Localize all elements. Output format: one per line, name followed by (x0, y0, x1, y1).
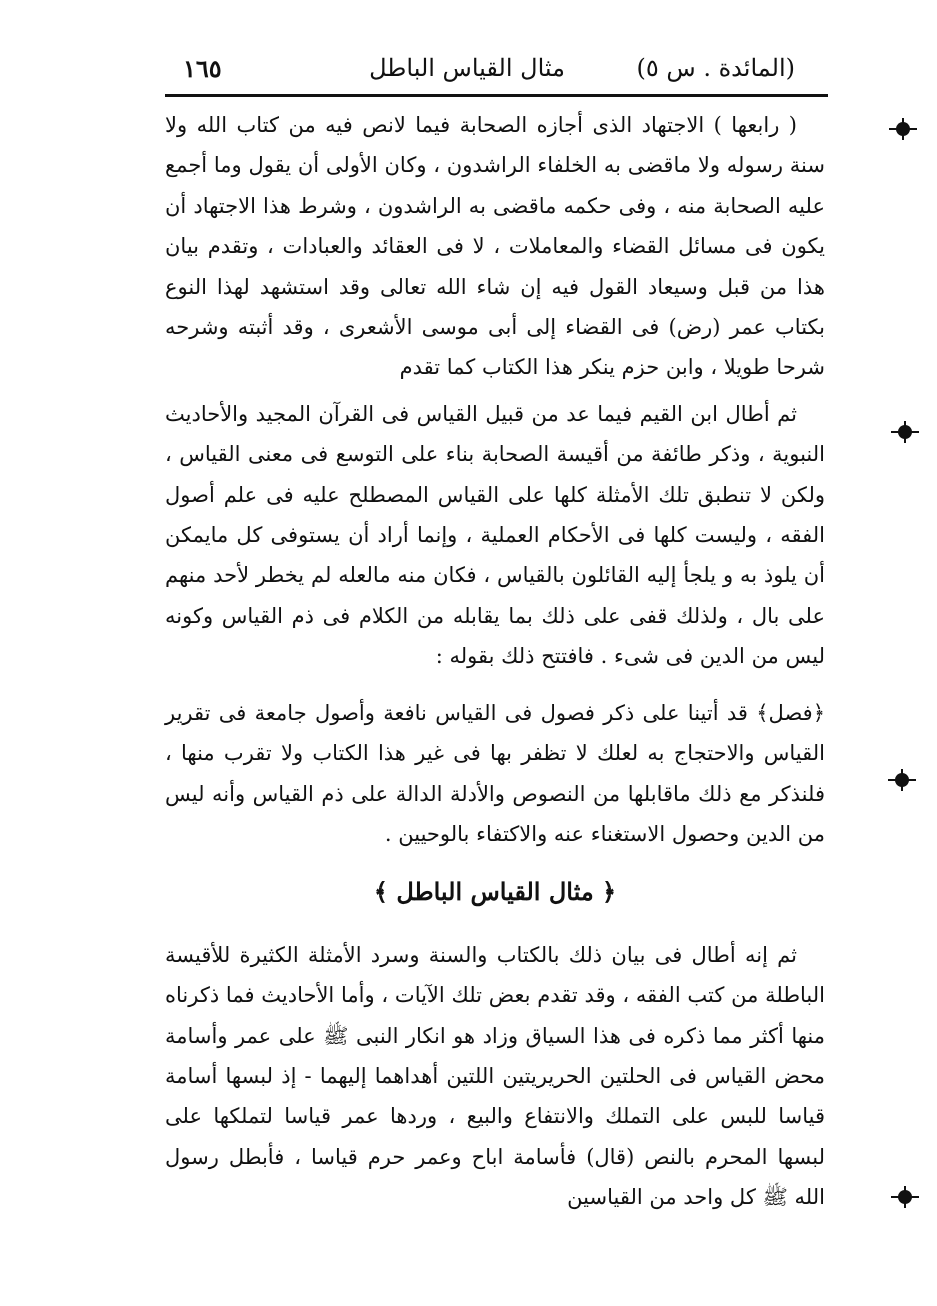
paragraph-invalid-analogy: ثم إنه أطال فى بيان ذلك بالكتاب والسنة وسرد الأمثلة الكثيرة للأقيسة الباطلة من كتب الفقه ، وقد تقدم بعض تلك الآيات ، وأما الأحاديث فما ذكرناه منها أكثر مما ذكره فى هذا السياق وزاد هو انكار النبى ﷺ على عمر وأسامة محض القياس فى الحلتين الحريريتين اللتين أهداهما إليهما - إذ لبسها أسامة قياسا للبس على التملك والانتفاع والبيع ، وردها عمر قياسا لتملكها على لبسها المحرم بالنص (قال) فأسامة اباح وعمر حرم قياسا ، فأبطل رسول الله ﷺ كل واحد من القياسين (165, 942, 825, 1210)
sura-reference: (المائدة . س ٥) (636, 54, 795, 82)
paragraph-fasl-quote: ﴿فصل﴾ قد أتينا على ذكر فصول فى القياس نافعة وأصول جامعة فى تقرير القياس والاحتجاج به لعلك لا تظفر بها فى غير هذا الكتاب ولا تقرب منها ، فلنذكر مع ذلك ماقابلها من النصوص والأدلة الدالة على ذم القياس وأنه ليس من الدين وحصول الاستغناء عنه والاكتفاء بالوحيين . (165, 700, 825, 846)
margin-mark-icon (898, 425, 912, 439)
main-text (165, 105, 825, 1218)
page-number: ١٦٥ (183, 54, 222, 83)
margin-mark-icon (898, 1190, 912, 1204)
margin-mark-icon (895, 773, 909, 787)
paragraph-fourth-type: ( رابعها ) الاجتهاد الذى أجازه الصحابة فيما لانص فيه من كتاب الله ولا سنة رسوله ولا ماقضى به الخلفاء الراشدون ، وكان الأولى أن يقول وما أجمع عليه الصحابة منه ، وفى حكمه ماقضى به الراشدون ، وشرط هذا الاجتهاد أن يكون فى مسائل القضاء والمعاملات ، لا فى العقائد والعبادات ، وتقدم بيان هذا من قبل وسيعاد القول فيه إن شاء الله تعالى وقد استشهد لهذا النوع بكتاب عمر (رض) فى القضاء إلى أبى موسى الأشعرى ، وقد أثبته وشرحه شرحا طويلا ، وابن حزم ينكر هذا الكتاب كما تقدم (165, 113, 825, 380)
paragraph-ibn-qayyim: ثم أطال ابن القيم فيما عد من قبيل القياس فى القرآن المجيد والأحاديث النبوية ، وذكر طائفة من أقيسة الصحابة بناء على التوسع فى معنى القياس ، ولكن لا تنطبق تلك الأمثلة كلها على القياس المصطلح عليه فى علم أصول الفقه ، وليست كلها فى الأحكام العملية ، وإنما أراد أن يستوفى كل مايمكن أن يلوذ به و يلجأ إليه القائلون بالقياس ، فكان منه مالعله لم يخطر لأحد منهم على بال ، ولذلك قفى على ذلك بما يقابله من الكلام فى ذم القياس وكونه ليس من الدين فى شىء . فافتتح ذلك بقوله : (165, 401, 825, 669)
margin-mark-icon (896, 122, 910, 136)
running-title: مثال القياس الباطل (369, 54, 565, 82)
page-header (165, 48, 825, 92)
section-heading: ﴿ مثال القياس الباطل ﴾ (373, 877, 617, 907)
header-divider (165, 94, 828, 97)
